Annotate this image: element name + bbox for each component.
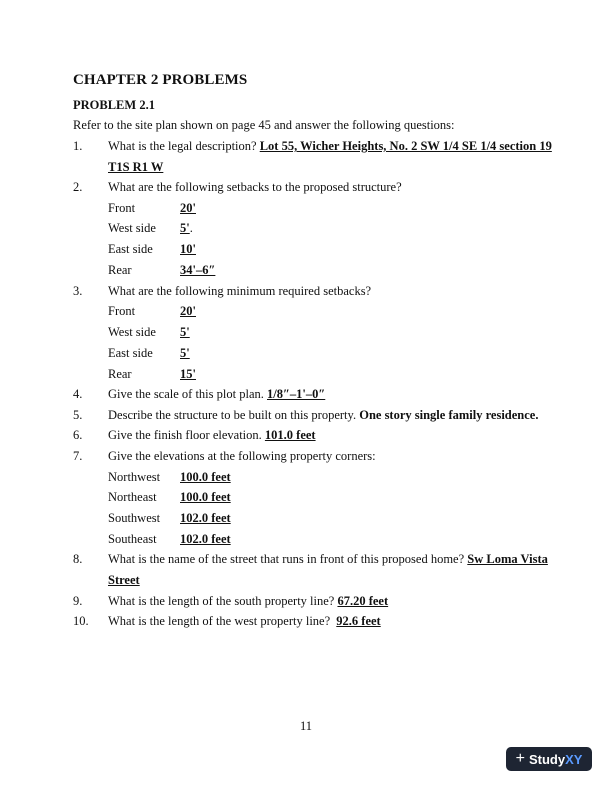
- setback-value: 20': [180, 304, 196, 318]
- setback-label: East side: [108, 242, 153, 256]
- answer: 101.0 feet: [264, 428, 316, 442]
- question-text: Give the elevations at the following property corners:: [108, 449, 376, 463]
- setback-value: 5': [180, 325, 190, 339]
- question-text: Give the finish floor elevation.: [108, 428, 262, 442]
- question-text: What are the following setbacks to the proposed structure?: [108, 180, 402, 194]
- question-text: Describe the structure to be built on this property.: [108, 408, 357, 422]
- question-text: What are the following minimum required setbacks?: [108, 284, 372, 298]
- question-number: 9.: [73, 594, 83, 608]
- setback-value: 15': [180, 367, 196, 381]
- setback-label: Front: [108, 201, 136, 215]
- question-6: [108, 428, 316, 443]
- question-number: 2.: [73, 180, 83, 194]
- corner-label: Northwest: [108, 470, 161, 484]
- setback-label: West side: [108, 221, 156, 235]
- question-5: [108, 408, 538, 423]
- question-1-continued: [108, 160, 163, 175]
- answer: T1S R1 W: [108, 160, 164, 174]
- question-10: [108, 614, 381, 629]
- setback-label: Front: [108, 304, 136, 318]
- setback-value-row: [180, 221, 193, 236]
- intro-text: Refer to the site plan shown on page 45 and answer the following questions:: [73, 118, 455, 132]
- question-text: What is the length of the west property line?: [108, 614, 331, 628]
- setback-value: 34'–6″: [180, 263, 216, 277]
- setback-label: East side: [108, 346, 153, 360]
- question-number: 5.: [73, 408, 83, 422]
- setback-value: 20': [180, 201, 196, 215]
- setback-label: Rear: [108, 367, 132, 381]
- question-text: What is the legal description?: [108, 139, 257, 153]
- chapter-title: CHAPTER 2 PROBLEMS: [73, 72, 248, 88]
- studyxy-badge[interactable]: [506, 747, 592, 771]
- corner-value: 102.0 feet: [180, 532, 231, 546]
- plus-icon: +: [515, 750, 525, 767]
- question-9: [108, 594, 388, 609]
- question-number: 8.: [73, 552, 83, 566]
- answer: One story single family residence.: [359, 408, 539, 422]
- answer: Lot 55, Wicher Heights, No. 2 SW 1/4 SE 1/4 section 19: [259, 139, 552, 153]
- answer: 1/8″–1'–0″: [267, 387, 326, 401]
- punctuation: .: [189, 221, 193, 235]
- problem-title: PROBLEM 2.1: [73, 98, 155, 112]
- answer: 67.20 feet: [337, 594, 389, 608]
- question-text: Give the scale of this plot plan.: [108, 387, 264, 401]
- question-number: 7.: [73, 449, 83, 463]
- setback-label: Rear: [108, 263, 132, 277]
- question-number: 10.: [73, 614, 89, 628]
- question-number: 6.: [73, 428, 83, 442]
- corner-value: 100.0 feet: [180, 470, 231, 484]
- corner-label: Northeast: [108, 490, 157, 504]
- question-1: [108, 139, 552, 154]
- corner-label: Southeast: [108, 532, 157, 546]
- setback-value: 5': [180, 346, 190, 360]
- question-number: 1.: [73, 139, 83, 153]
- corner-value: 100.0 feet: [180, 490, 231, 504]
- question-text: What is the name of the street that runs in front of this proposed home?: [108, 552, 465, 566]
- badge-xy-text: XY: [565, 751, 583, 767]
- corner-label: Southwest: [108, 511, 161, 525]
- corner-value: 102.0 feet: [180, 511, 231, 525]
- badge-study-text: Study: [528, 751, 566, 767]
- answer: Sw Loma Vista: [467, 552, 548, 566]
- setback-value: 10': [180, 242, 196, 256]
- question-number: 3.: [73, 284, 83, 298]
- question-4: [108, 387, 325, 402]
- setback-value: 5': [180, 221, 190, 235]
- question-8: [108, 552, 548, 567]
- question-number: 4.: [73, 387, 83, 401]
- answer: Street: [108, 573, 140, 587]
- answer: 92.6 feet: [336, 614, 381, 628]
- question-text: What is the length of the south property line?: [108, 594, 335, 608]
- page-number: 11: [299, 719, 313, 733]
- question-8-continued: [108, 573, 140, 588]
- setback-label: West side: [108, 325, 156, 339]
